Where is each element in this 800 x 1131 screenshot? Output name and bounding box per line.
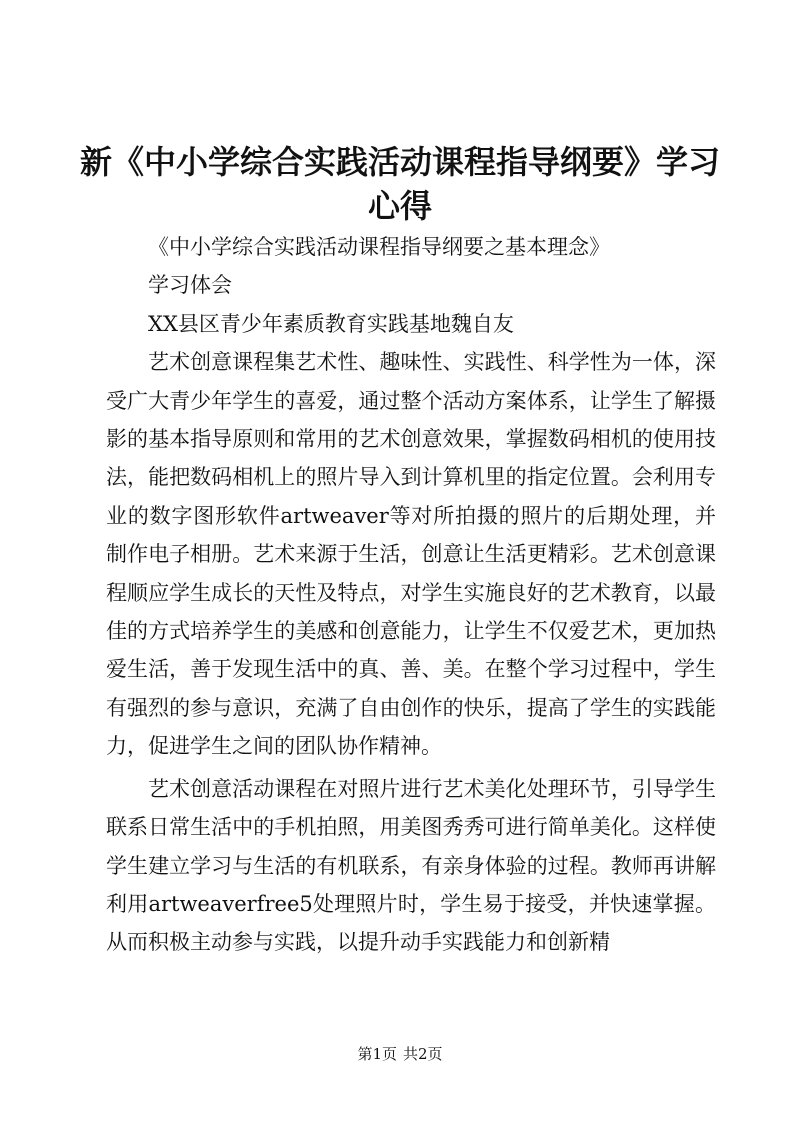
subtitle-paragraph: 《中小学综合实践活动课程指导纲要之基本理念》 [148, 235, 610, 259]
document-body [106, 228, 716, 962]
body-paragraph: 艺术创意课程集艺术性、趣味性、实践性、科学性为一体，深受广大青少年学生的喜爱，通过整个活动方案体系，让学生了解摄影的基本指导原则和常用的艺术创意效果，掌握数码相机的使用技法，能把数码相机上的照片导入到计算机里的指定位置。会利用专业的数字图形软件artweaver等对所拍摄的照片的后期处理，并制作电子相册。艺术来源于生活，创意让生活更精彩。艺术创意课程顺应学生成长的天性及特点，对学生实施良好的艺术教育，以最佳的方式培养学生的美感和创意能力，让学生不仅爱艺术，更加热爱生活，善于发现生活中的真、善、美。在整个学习过程中，学生有强烈的参与意识，充满了自由创作的快乐，提高了学生的实践能力，促进学生之间的团队协作精神。 [106, 350, 716, 759]
page-total: 共2页 [403, 1045, 443, 1063]
page-number: 第1页 [357, 1045, 397, 1063]
body-paragraph: 艺术创意活动课程在对照片进行艺术美化处理环节，引导学生联系日常生活中的手机拍照，用美图秀秀可进行简单美化。这样使学生建立学习与生活的有机联系，有亲身体验的过程。教师再讲解利用artweaverfree5处理照片时，学生易于接受，并快速掌握。从而积极主动参与实践，以提升动手实践能力和创新精 [106, 776, 716, 955]
document-title: 新《中小学综合实践活动课程指导纲要》学习心得 [80, 143, 721, 225]
subtitle-continuation: 学习体会 [148, 273, 232, 298]
page-footer [0, 1044, 800, 1064]
author-line: XX县区青少年素质教育实践基地魏自友 [148, 311, 514, 336]
